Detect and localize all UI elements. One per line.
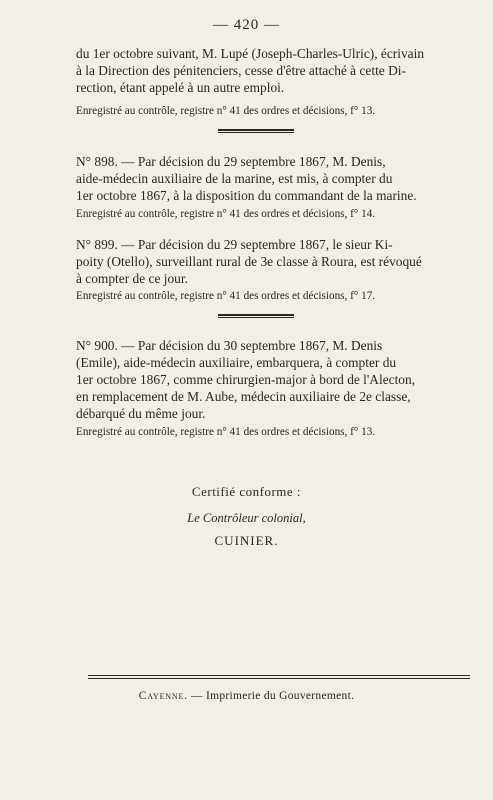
registration-note: Enregistré au contrôle, registre n° 41 des ordres et décisions, f° 13. bbox=[76, 105, 376, 117]
text-line: aide-médecin auxiliaire de la marine, est mis, à compter du bbox=[76, 171, 393, 186]
section-separator bbox=[218, 129, 294, 131]
registration-note: Enregistré au contrôle, registre n° 41 des ordres et décisions, f° 14. bbox=[76, 208, 376, 220]
text-line: en remplacement de M. Aube, médecin auxiliaire de 2e classe, bbox=[76, 389, 411, 404]
text-line: à compter de ce jour. bbox=[76, 271, 188, 286]
text-line: 1er octobre 1867, à la disposition du commandant de la marine. bbox=[76, 188, 417, 203]
text-line: N° 899. — Par décision du 29 septembre 1867, le sieur Ki- bbox=[76, 237, 393, 252]
text-line: 1er octobre 1867, comme chirurgien-major à bord de l'Alecton, bbox=[76, 372, 416, 387]
text-line: du 1er octobre suivant, M. Lupé (Joseph-Charles-Ulric), écrivain bbox=[76, 46, 425, 61]
page-number: — 420 — bbox=[213, 17, 280, 33]
decision-898 bbox=[76, 153, 456, 204]
imprint-text: — Imprimerie du Gouvernement. bbox=[187, 690, 355, 702]
decision-900 bbox=[76, 337, 456, 422]
decision-899 bbox=[76, 236, 456, 287]
text-line: N° 898. — Par décision du 29 septembre 1867, M. Denis, bbox=[76, 154, 386, 169]
text-line: N° 900. — Par décision du 30 septembre 1867, M. Denis bbox=[76, 338, 383, 353]
text-line: poity (Otello), surveillant rural de 3e classe à Roura, est révoqué bbox=[76, 254, 422, 269]
registration-note: Enregistré au contrôle, registre n° 41 des ordres et décisions, f° 13. bbox=[76, 426, 376, 438]
footer-rule bbox=[88, 678, 470, 679]
imprint-city: Cayenne. bbox=[138, 690, 188, 702]
text-line: débarqué du même jour. bbox=[76, 406, 206, 421]
signatory-title: Le Contrôleur colonial, bbox=[187, 511, 306, 525]
paragraph-continuation bbox=[76, 45, 456, 96]
section-separator bbox=[218, 314, 294, 316]
signatory-name: CUINIER. bbox=[214, 533, 279, 548]
footer-rule bbox=[88, 675, 470, 676]
printer-imprint bbox=[0, 690, 493, 702]
text-line: à la Direction des pénitenciers, cesse d'être attaché à cette Di- bbox=[76, 63, 406, 78]
text-line: rection, étant appelé à un autre emploi. bbox=[76, 80, 285, 95]
certification-heading: Certifié conforme : bbox=[191, 484, 302, 499]
text-line: (Emile), aide-médecin auxiliaire, embarquera, à compter du bbox=[76, 355, 397, 370]
registration-note: Enregistré au contrôle, registre n° 41 des ordres et décisions, f° 17. bbox=[76, 290, 376, 302]
